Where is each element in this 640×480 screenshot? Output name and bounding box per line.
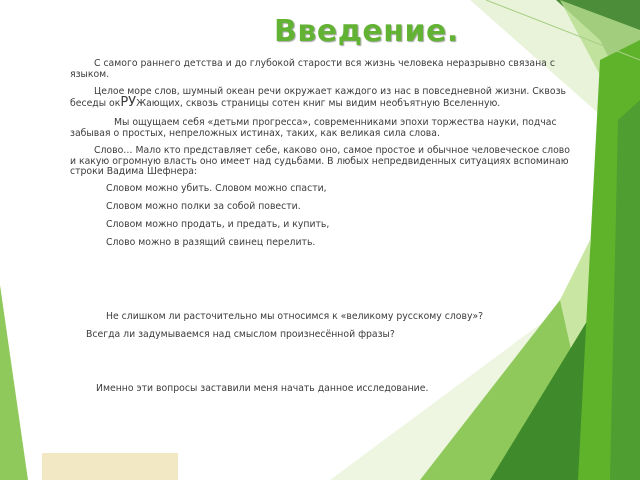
paragraph-1-text: С самого раннего детства и до глубокой старости вся жизнь человека неразрывно связана с языком. bbox=[70, 58, 555, 80]
poem-line-2: Словом можно полки за собой повести. bbox=[106, 201, 301, 212]
question-2: Всегда ли задумываемся над смыслом произнесённой фразы? bbox=[86, 329, 395, 340]
beige-footer-block bbox=[42, 453, 178, 480]
question-1: Не слишком ли расточительно мы относимся к «великому русскому слову»? bbox=[106, 311, 484, 322]
paragraph-4-text: Слово… Мало кто представляет себе, каково оно, самое простое и обычное человеческое слово и какую огромную власть оно имеет над судьбами. В любых непредвиденных ситуациях вспоминаю строки Вадима Шефнера: bbox=[70, 145, 570, 178]
poem-line-1: Словом можно убить. Словом можно спасти, bbox=[106, 183, 327, 194]
paragraph-4 bbox=[70, 146, 575, 178]
paragraph-2-text-end: Жающих, сквозь страницы сотен книг мы видим необъятную Вселенную. bbox=[136, 97, 501, 109]
paragraph-2-large-letters: РУ bbox=[120, 94, 137, 110]
paragraph-3-text: Мы ощущаем себя «детьми прогресса», современниками эпохи торжества науки, подчас забывая о простых, непреложных истинах, таких, как великая сила слова. bbox=[70, 117, 557, 139]
conclusion: Именно эти вопросы заставили меня начать данное исследование. bbox=[96, 383, 429, 394]
poem-line-4: Слово можно в разящий свинец перелить. bbox=[106, 237, 316, 248]
poem-line-3: Словом можно продать, и предать, и купить, bbox=[106, 219, 330, 230]
paragraph-3 bbox=[70, 118, 575, 139]
paragraph-1 bbox=[70, 59, 575, 80]
slide-title: Введение. bbox=[274, 14, 459, 49]
paragraph-2 bbox=[70, 87, 575, 109]
paragraph-2-text: Целое море слов, шумный океан речи окружает каждого из нас в повседневной жизни. Сквозь беседы ок bbox=[70, 86, 567, 109]
deco-left-wedge bbox=[0, 285, 28, 480]
